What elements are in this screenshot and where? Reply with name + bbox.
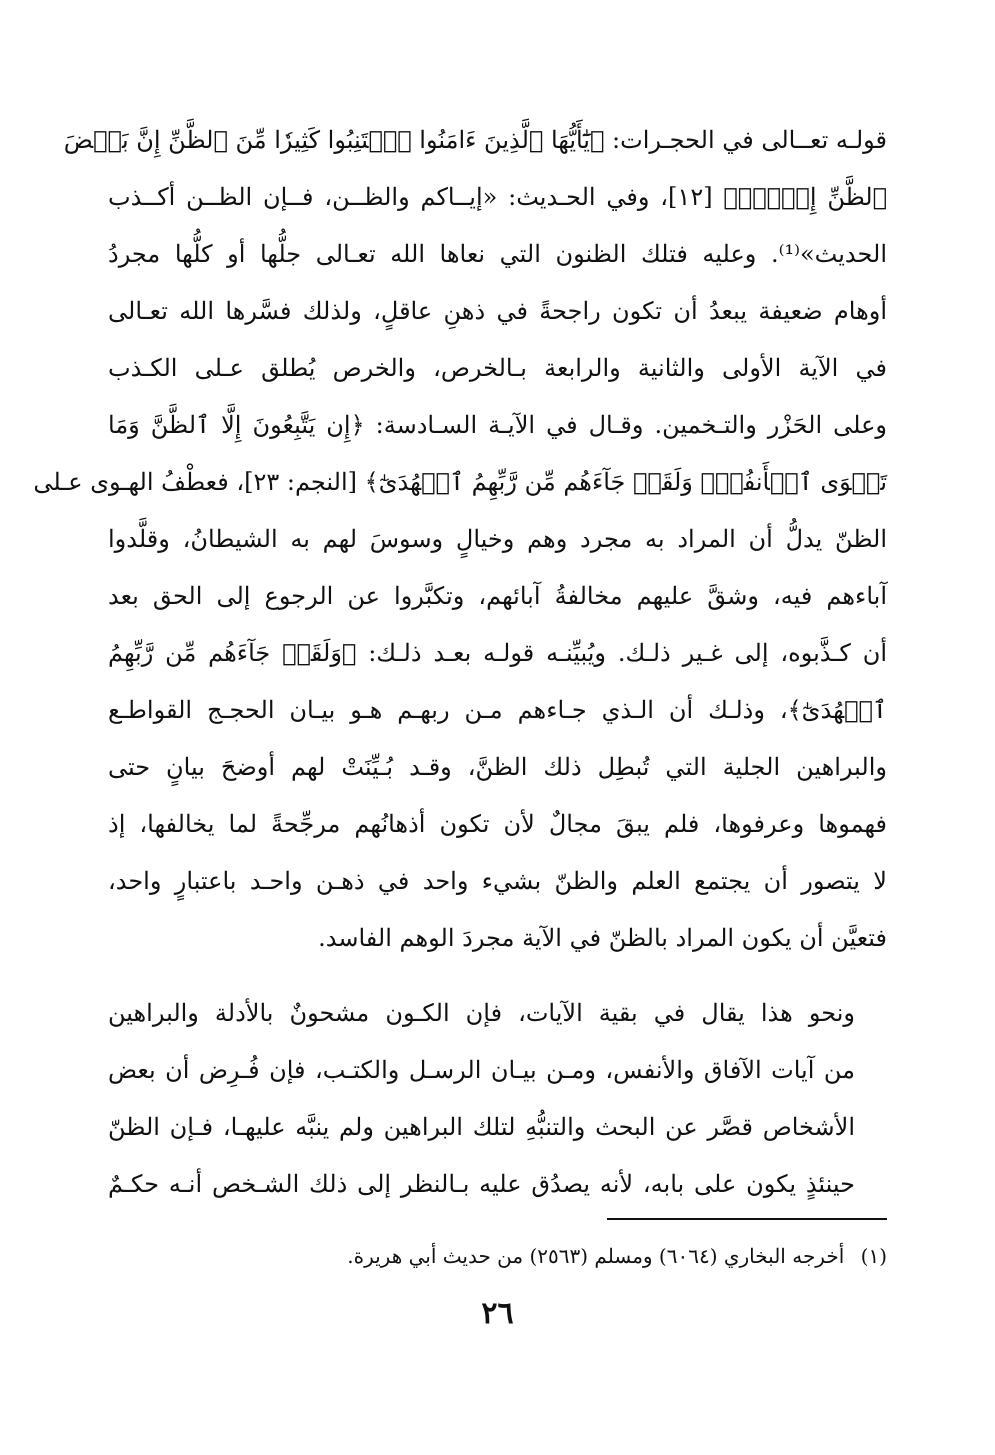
text-line: فتعيَّن أن يكون المراد بالظنّ في الآية مجردَ الوهم الفاسد. [318,924,887,952]
text-line: ونحو هذا يقال في بقية الآيات، فإن الكـون مشحونٌ بالأدلة والبراهين [108,999,855,1027]
text-line: من آيات الآفاق والأنفس، ومـن بيـان الرسـل والكتـب، فإن فُـرِض أن بعض [108,1056,855,1084]
text-line: قولـه تعــالى في الحجـرات: ﴿يَٰٓأَيُّهَا ٱلَّذِينَ ءَامَنُوا ٱجۡتَنِبُوا كَثِيرٗا مِّنَ ٱلظَّنِّ إِنَّ بَعۡضَ [63,126,887,154]
text-line: أن كـذَّبوه، إلى غـير ذلـك. ويُبيِّنـه قولـه بعـد ذلـك: ﴿وَلَقَدۡ جَآءَهُم مِّن رَّبِّهِمُ [108,639,887,667]
text-line: ٱلۡهُدَىٰٓ﴾، وذلـك أن الـذي جـاءهم مـن ربهـم هـو بيـان الحجـج القواطـع [108,696,887,724]
text-line: الحديث»⁽¹⁾. وعليه فتلك الظنون التي نعاها الله تعـالى جلُّها أو كلُّها مجردُ [108,240,887,268]
text-line: تَهۡوَى ٱلۡأَنفُسُۖ وَلَقَدۡ جَآءَهُم مِّن رَّبِّهِمُ ٱلۡهُدَىٰٓ﴾ [النجم: ٢٣]، فعطْفُ الهـوى عـلى [33,468,887,496]
text-line: وعلى الحَزْر والتـخمين. وقـال في الآيـة السـادسة: ﴿إِن يَتَّبِعُونَ إِلَّا ٱلظَّنَّ وَمَا [108,411,887,439]
footnote-divider [607,1218,887,1220]
page-number: ٢٦ [481,1296,514,1331]
footnote-text: أخرجه البخاري (٦٠٦٤) ومسلم (٢٥٦٣) من حديث أبي هريرة. [347,1244,845,1268]
text-line: في الآية الأولى والثانية والرابعة بـالخرص، والخرص يُطلق عـلى الكـذب [108,354,887,382]
text-line: الأشخاص قصَّر عن البحث والتنبُّهِ لتلك البراهين ولم ينبَّه عليهـا، فـإن الظنّ [108,1113,855,1141]
text-line: أوهام ضعيفة يبعدُ أن تكون راجحةً في ذهنِ عاقلٍ، ولذلك فسَّرها الله تعـالى [108,297,887,325]
text-line: والبراهين الجلية التي تُبطِل ذلك الظنَّ، وقـد بُـيِّنَتْ لهم أوضحَ بيانٍ حتى [108,753,887,781]
text-line: ٱلظَّنِّ إِثۡمٞۖ﴾ [١٢]، وفي الحـديث: «إيــاكم والظــن، فــإن الظــن أكــذب [108,183,887,211]
text-line: الظنّ يدلُّ أن المراد به مجرد وهم وخيالٍ وسوسَ لهم به الشيطانُ، وقلَّدوا [108,525,887,553]
paragraph-2 [108,985,887,1213]
footnote-number: (١) [860,1244,887,1268]
text-line: لا يتصور أن يجتمع العلم والظنّ بشيء واحد في ذهـن واحـد باعتبارٍ واحد، [108,867,887,895]
paragraph-1 [33,112,888,967]
body-text [33,112,888,1213]
footnote [108,1236,887,1276]
text-line: فهموها وعرفوها، فلم يبقَ مجالٌ لأن تكون أذهانُهم مرجِّحةً لما يخالفها، إذ [108,810,887,838]
text-line: حينئذٍ يكون على بابه، لأنه يصدُق عليه بـالنظر إلى ذلك الشـخص أنـه حكـمٌ [108,1170,855,1198]
text-line: آباءهم فيه، وشقَّ عليهم مخالفةُ آبائهم، وتكبَّروا عن الرجوع إلى الحق بعد [108,582,888,610]
